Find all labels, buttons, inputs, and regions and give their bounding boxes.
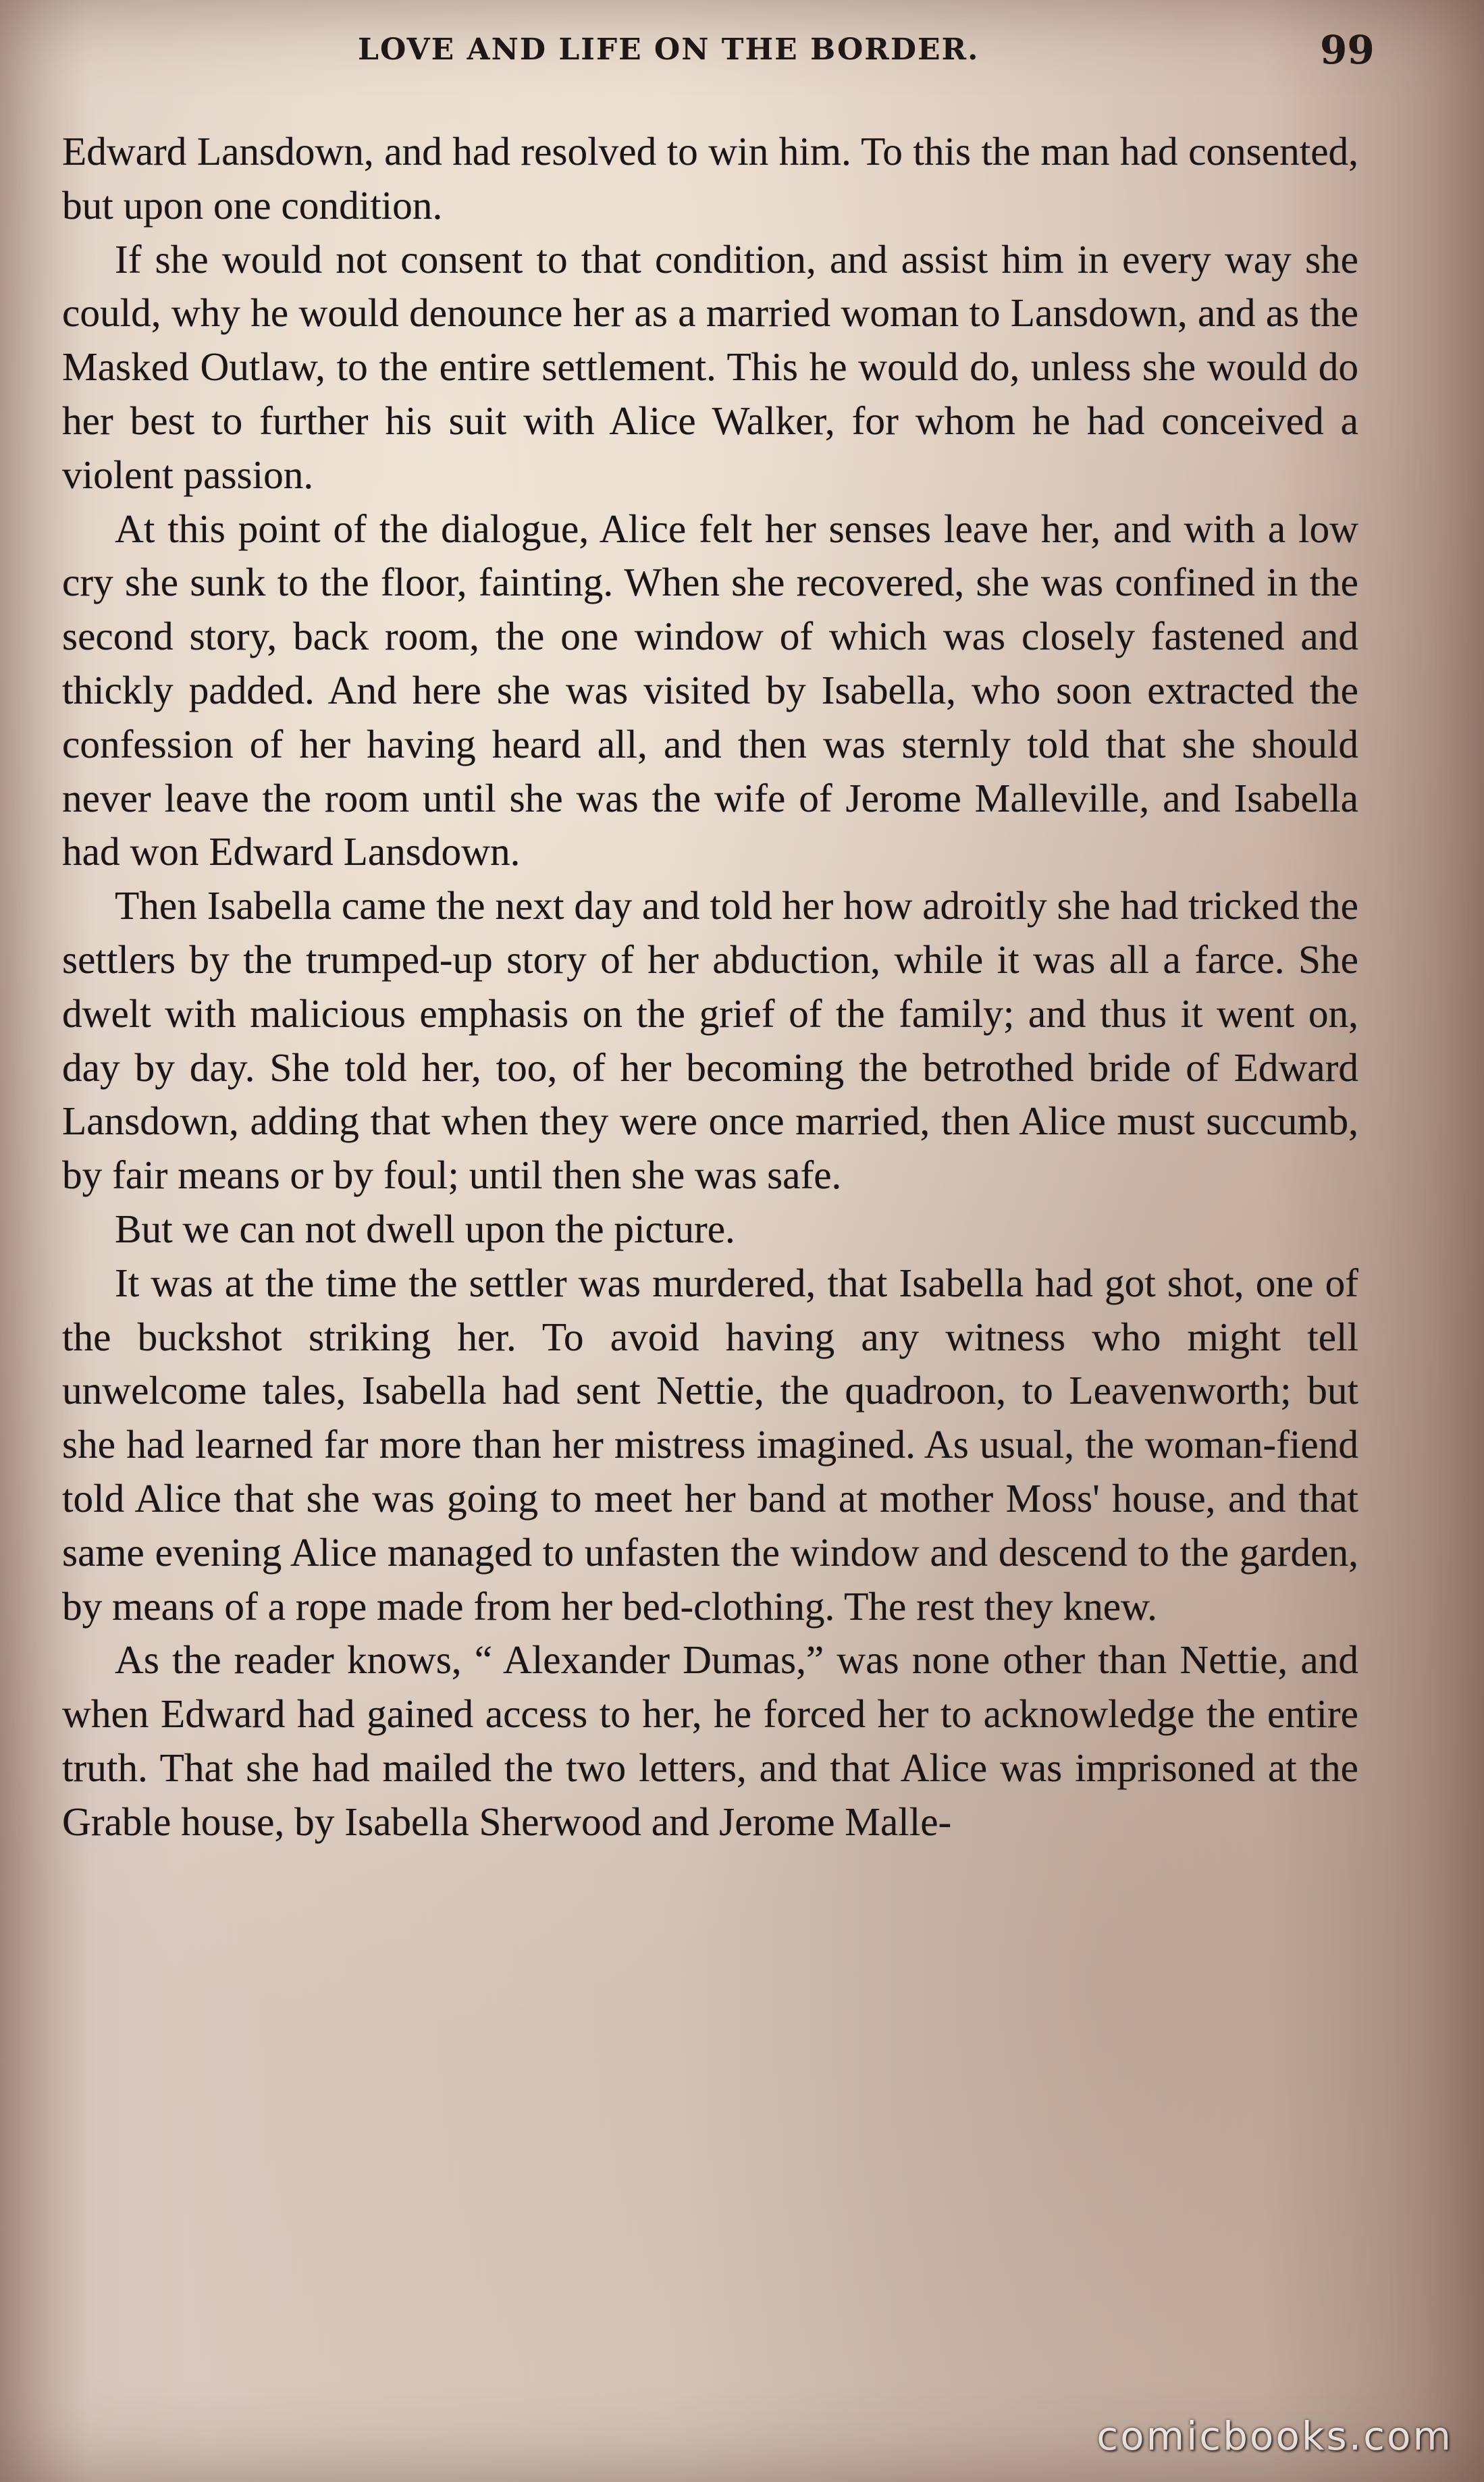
running-head: LOVE AND LIFE ON THE BORDER. xyxy=(358,32,980,67)
paragraph: Edward Lansdown, and had resolved to win him. To this the man had consented, but upon one condition. xyxy=(62,129,1358,228)
watermark: comicbooks.com xyxy=(1096,2413,1453,2459)
paragraph: But we can not dwell upon the picture. xyxy=(115,1206,735,1251)
body-text xyxy=(62,125,1358,2313)
page-number: 99 xyxy=(1320,27,1375,73)
page-header xyxy=(0,27,1484,88)
paragraph: At this point of the dialogue, Alice felt her senses leave her, and with a low cry she sunk to the floor, fainting. When she recovered, she was confined in the second story, back room, the one window of which was closely fastened and thickly padded. And here she was visited by Isabella, who soon extracted the confession of her having heard all, and then was sternly told that she should never leave the room until she was the wife of Jerome Malleville, and Isabella had won Edward Lansdown. xyxy=(62,506,1358,874)
paragraph: As the reader knows, “ Alexander Dumas,” was none other than Nettie, and when Edward had gained access to her, he forced her to acknowledge the entire truth. That she had mailed the two letters, and that Alice was imprisoned at the Grable house, by Isabella Sherwood and Jerome Malle- xyxy=(62,1637,1358,1844)
paragraph: Then Isabella came the next day and told her how adroitly she had tricked the settlers by the trumped-up story of her abduction, while it was all a farce. She dwelt with malicious emphasis on the grief of the family; and thus it went on, day by day. She told her, too, of her becoming the betrothed bride of Edward Lansdown, adding that when they were once married, then Alice must succumb, by fair means or by foul; until then she was safe. xyxy=(62,883,1358,1198)
paragraph: If she would not consent to that condition, and assist him in every way she could, why he would denounce her as a married woman to Lansdown, and as the Masked Outlaw, to the entire settlement. This he would do, unless she would do her best to further his suit with Alice Walker, for whom he had conceived a violent passion. xyxy=(62,236,1358,497)
paragraph: It was at the time the settler was murdered, that Isabella had got shot, one of the buckshot striking her. To avoid having any witness who might tell unwelcome tales, Isabella had sent Nettie, the quadroon, to Leavenworth; but she had learned far more than her mistress imagined. As usual, the woman-fiend told Alice that she was going to meet her band at mother Moss' house, and that same evening Alice managed to unfasten the window and descend to the garden, by means of a rope made from her bed-clothing. The rest they knew. xyxy=(62,1260,1358,1629)
